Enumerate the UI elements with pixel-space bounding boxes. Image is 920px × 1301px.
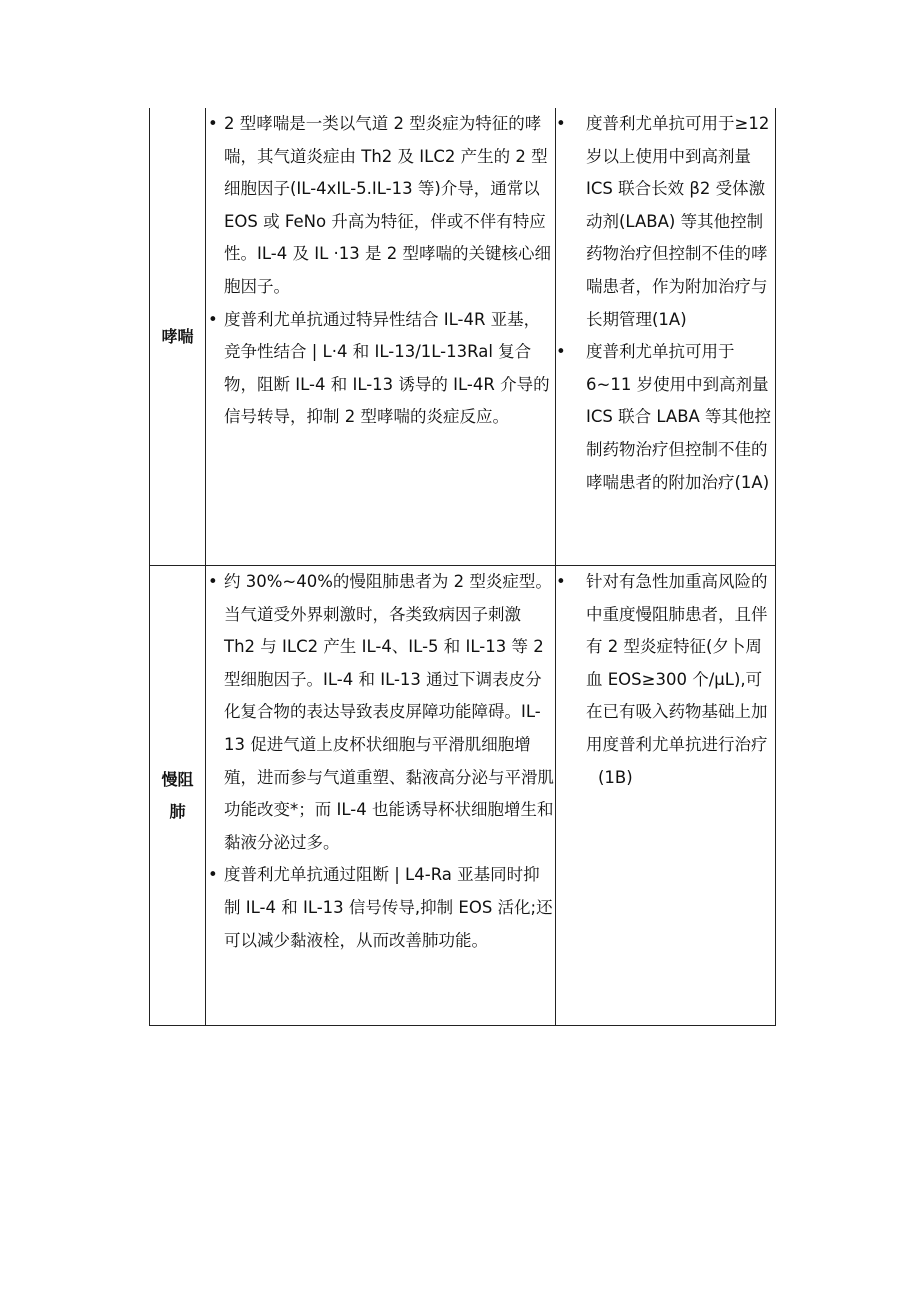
disease-cell-asthma bbox=[150, 108, 206, 566]
mechanism-item bbox=[206, 108, 555, 304]
recommendation-item bbox=[556, 108, 775, 336]
bullet-icon: • bbox=[208, 114, 218, 133]
table-row-asthma bbox=[150, 108, 776, 566]
bullet-icon: • bbox=[556, 114, 566, 133]
recommendation-cell-copd bbox=[556, 566, 776, 1026]
recommendation-text: 度普利尤单抗可用于≥12 岁以上使用中到高剂量 ICS 联合长效 β2 受体激动剂(LABA) 等其他控制药物治疗但控制不佳的哮喘患者，作为附加治疗与长期管理(1A) bbox=[586, 114, 770, 329]
recommendation-grade: (1B) bbox=[598, 767, 633, 787]
recommendation-item bbox=[556, 566, 775, 762]
mechanism-text: 2 型哮喘是一类以气道 2 型炎症为特征的哮喘，其气道炎症由 Th2 及 ILC2 产生的 2 型细胞因子(IL-4xIL-5.IL-13 等)介导，通常以 EOS 或 FeNo 升高为特征，伴或不伴有特应性。IL-4 及 IL ·13 是 2 型哮喘的关键核心细胞因子。 bbox=[224, 114, 551, 296]
recommendation-cell-asthma bbox=[556, 108, 776, 566]
disease-cell-copd bbox=[150, 566, 206, 1026]
bullet-icon: • bbox=[556, 342, 566, 362]
disease-name: 哮喘 bbox=[161, 326, 194, 346]
recommendation-item bbox=[556, 336, 775, 499]
recommendation-text: 度普利尤单抗可用于 6~11 岁使用中到高剂量 ICS 联合 LABA 等其他控制药物治疗但控制不佳的哮喘患者的附加治疗(1A) bbox=[586, 342, 772, 492]
mechanism-cell-copd bbox=[206, 566, 556, 1026]
bullet-icon: • bbox=[208, 309, 218, 329]
mechanism-text: 约 30%~40%的慢阻肺患者为 2 型炎症型。当气道受外界刺激时，各类致病因子刺激 Th2 与 ILC2 产生 IL-4、IL-5 和 IL-13 等 2 型细胞因子。IL-4 和 IL-13 通过下调表皮分化复合物的表达导致表皮屏障功能障碍。IL-13 促进气道上皮杯状细胞与平滑肌细胞增殖，进而参与气道重塑、黏液高分泌与平滑肌功能改变*；而 IL-4 也能诱导杯状细胞增生和黏液分泌过多。 bbox=[224, 572, 554, 852]
bullet-icon: • bbox=[208, 865, 218, 885]
disease-name-line2: 肺 bbox=[169, 801, 186, 821]
mechanism-text: 度普利尤单抗通过阻断 | L4-Ra 亚基同时抑制 IL-4 和 IL-13 信号传导,抑制 EOS 活化;还可以减少黏液栓，从而改善肺功能。 bbox=[224, 865, 553, 950]
mechanism-item bbox=[206, 859, 555, 957]
table-row-copd bbox=[150, 566, 776, 1026]
mechanism-item bbox=[206, 304, 555, 434]
mechanism-text: 度普利尤单抗通过特异性结合 IL-4R 亚基，竞争性结合 | L·4 和 IL-13/1L-13Ral 复合物，阻断 IL-4 和 IL-13 诱导的 IL-4R 介导的信号转导，抑制 2 型哮喘的炎症反应。 bbox=[224, 309, 550, 427]
recommendation-text: 针对有急性加重高风险的中重度慢阻肺患者，且伴有 2 型炎症特征(夕卜周血 EOS≥300 个/μL),可在已有吸入药物基础上加用度普利尤单抗进行治疗 bbox=[586, 572, 768, 754]
treatment-table bbox=[149, 108, 776, 1026]
bullet-icon: • bbox=[208, 572, 218, 591]
bullet-icon: • bbox=[556, 572, 566, 591]
disease-name-line1: 慢阻 bbox=[161, 769, 194, 789]
mechanism-cell-asthma bbox=[206, 108, 556, 566]
mechanism-item bbox=[206, 566, 555, 859]
